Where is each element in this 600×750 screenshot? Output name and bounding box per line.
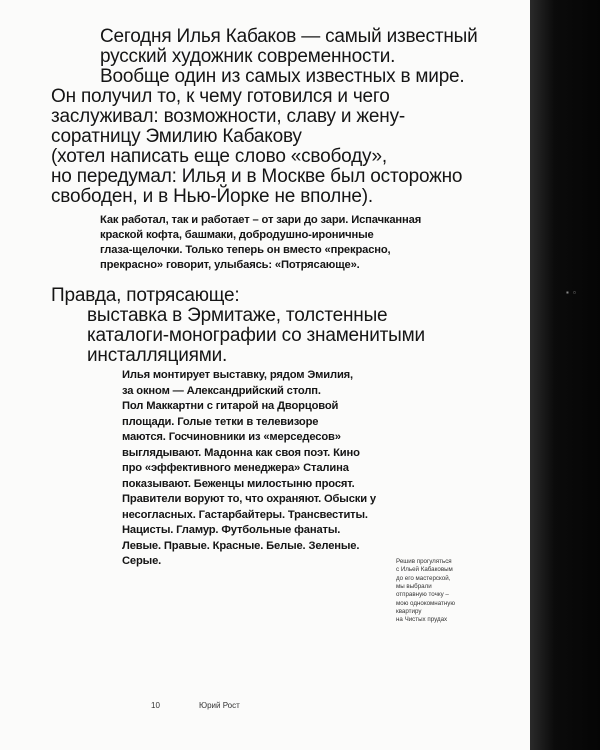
caption-line: квартиру — [396, 607, 422, 615]
intro-line: свободен, и в Нью-Йорке не вполне). — [51, 186, 373, 207]
quote1-line: краской кофта, башмаки, добродушно-ироничные — [100, 229, 374, 241]
author-name: Юрий Рост — [199, 701, 240, 710]
quote1-line: прекрасно» говорит, улыбаясь: «Потрясающе». — [100, 259, 360, 271]
edge-mark: ▪ ▫ — [566, 288, 577, 297]
quote2-line: Нацисты. Гламур. Футбольные фанаты. — [122, 524, 341, 536]
caption-line: Решив прогуляться — [396, 558, 452, 565]
caption-line: до его мастерской, — [396, 574, 451, 582]
section2-line: выставка в Эрмитаже, толстенные — [87, 305, 388, 326]
caption-line: мою однокомнатную — [396, 599, 456, 607]
intro-line: Вообще один из самых известных в мире. — [100, 66, 465, 87]
quote2-line: показывают. Беженцы милостыню просят. — [122, 477, 355, 490]
quote2-line: за окном — Александрийский столп. — [122, 384, 321, 397]
quote2-line: про «эффективного менеджера» Сталина — [122, 462, 349, 474]
page-edge-shadow — [530, 0, 600, 750]
quote2-line: несогласных. Гастарбайтеры. Трансвеститы. — [122, 508, 368, 521]
quote2-line: Пол Маккартни с гитарой на Дворцовой — [122, 400, 339, 412]
quote2-line: Илья монтирует выставку, рядом Эмилия, — [122, 369, 354, 381]
quote2-line: Правители воруют то, что охраняют. Обыски у — [122, 493, 376, 505]
caption-line: на Чистых прудах — [396, 616, 448, 624]
intro-line: но передумал: Илья и в Москве был осторожно — [51, 166, 463, 187]
intro-line: заслуживал: возможности, славу и жену- — [51, 106, 405, 127]
quote2-line: выглядывают. Мадонна как своя поэт. Кино — [122, 446, 360, 459]
section2-line: инсталляциями. — [87, 345, 228, 366]
intro-line: Сегодня Илья Кабаков — самый известный — [100, 26, 478, 47]
caption-line: мы выбрали — [396, 582, 432, 590]
quote2-line: маются. Госчиновники из «мерседесов» — [122, 431, 341, 443]
quote2-line: Серые. — [122, 555, 162, 567]
intro-line: (хотел написать еще слово «свободу», — [51, 146, 387, 167]
quote1-line: Как работал, так и работает – от зари до зари. Испачканная — [100, 214, 422, 226]
caption-line: с Ильей Кабаковым — [396, 566, 453, 574]
section2-line: Правда, потрясающе: — [51, 285, 240, 306]
intro-line: Он получил то, к чему готовился и чего — [51, 86, 390, 107]
intro-line: русский художник современности. — [100, 46, 396, 67]
quote1-line: глаза-щелочки. Только теперь он вместо «прекрасно, — [100, 244, 391, 256]
section2-line: каталоги-монографии со знаменитыми — [87, 325, 425, 346]
quote2-line: Левые. Правые. Красные. Белые. Зеленые. — [122, 539, 360, 552]
caption-line: отправную точку – — [396, 591, 449, 599]
intro-line: соратницу Эмилию Кабакову — [51, 126, 302, 147]
quote2-line: площади. Голые тетки в телевизоре — [122, 415, 319, 428]
page-number: 10 — [151, 701, 160, 710]
